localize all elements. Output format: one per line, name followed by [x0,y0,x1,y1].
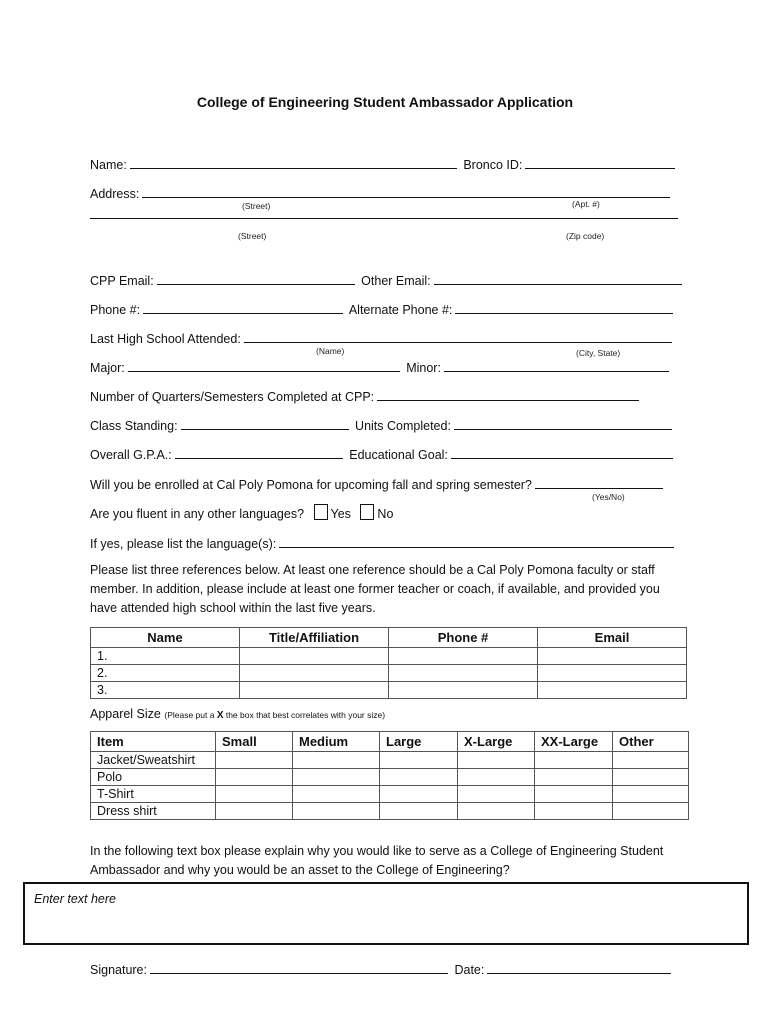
apparel-item: Jacket/Sweatshirt [91,752,216,769]
apparel-item: T-Shirt [91,786,216,803]
ref-header-name: Name [91,628,240,648]
phone-label: Phone #: [90,303,141,317]
ref-cell[interactable] [240,648,389,665]
table-row [91,803,689,820]
apparel-note-prefix: (Please put a [164,710,217,720]
table-row [91,665,687,682]
major-label: Major: [90,361,125,375]
size-cell[interactable] [380,786,458,803]
size-cell[interactable] [535,803,613,820]
ref-cell[interactable] [240,682,389,699]
bronco-id-label: Bronco ID: [463,158,523,172]
languages-row [90,534,677,551]
gpa-label: Overall G.P.A.: [90,448,172,462]
ref-cell[interactable] [389,682,538,699]
apparel-header-xlarge: X-Large [458,732,535,752]
apparel-label: Apparel Size [90,707,161,721]
major-row [90,358,672,375]
table-row [91,682,687,699]
size-cell[interactable] [380,803,458,820]
fluent-row [90,504,393,521]
name-label: Name: [90,158,127,172]
size-cell[interactable] [216,752,293,769]
units-label: Units Completed: [355,419,451,433]
ref-cell[interactable] [538,682,687,699]
class-standing-field[interactable] [181,416,349,430]
address-label: Address: [90,187,140,201]
size-cell[interactable] [613,769,689,786]
apparel-header-xxlarge: XX-Large [535,732,613,752]
size-cell[interactable] [458,752,535,769]
address-field-1[interactable] [142,184,670,198]
apparel-note [164,710,385,720]
size-cell[interactable] [613,752,689,769]
class-standing-label: Class Standing: [90,419,178,433]
enrolled-field[interactable] [535,475,663,489]
signature-label: Signature: [90,963,147,977]
apt-hint: (Apt. #) [572,199,600,209]
size-cell[interactable] [458,769,535,786]
languages-label: If yes, please list the language(s): [90,537,277,551]
apparel-header-small: Small [216,732,293,752]
zip-hint: (Zip code) [566,231,605,241]
apparel-item: Dress shirt [91,803,216,820]
size-cell[interactable] [293,769,380,786]
apparel-header-large: Large [380,732,458,752]
quarters-row [90,387,642,404]
gpa-row [90,445,676,462]
size-cell[interactable] [458,803,535,820]
apparel-header-item: Item [91,732,216,752]
ref-header-phone: Phone # [389,628,538,648]
references-header-row [91,628,687,648]
ref-cell[interactable] [538,648,687,665]
ref-row-number[interactable]: 2. [91,665,240,682]
yes-no-hint: (Yes/No) [592,492,625,502]
bronco-id-field[interactable] [525,155,675,169]
size-cell[interactable] [613,803,689,820]
size-cell[interactable] [216,786,293,803]
yes-label: Yes [330,507,351,521]
signature-row [90,960,674,977]
table-row [91,786,689,803]
standing-row [90,416,675,433]
ref-header-email: Email [538,628,687,648]
phone-row [90,300,676,317]
minor-field[interactable] [444,358,669,372]
no-label: No [377,507,394,521]
size-cell[interactable] [216,803,293,820]
goal-label: Educational Goal: [349,448,448,462]
ref-cell[interactable] [240,665,389,682]
size-cell[interactable] [216,769,293,786]
hs-city-hint: (City, State) [576,348,621,358]
size-cell[interactable] [535,769,613,786]
email-row [90,271,685,288]
apparel-table [90,731,689,820]
form-title: College of Engineering Student Ambassador Application [196,94,574,110]
high-school-label: Last High School Attended: [90,332,241,346]
ref-cell[interactable] [389,648,538,665]
size-cell[interactable] [613,786,689,803]
yes-checkbox[interactable] [314,504,328,520]
size-cell[interactable] [293,803,380,820]
apparel-header-other: Other [613,732,689,752]
size-cell[interactable] [380,769,458,786]
units-field[interactable] [454,416,672,430]
essay-placeholder: Enter text here [34,892,116,906]
date-field[interactable] [487,960,671,974]
ref-cell[interactable] [389,665,538,682]
street-hint-2: (Street) [238,231,267,241]
size-cell[interactable] [535,786,613,803]
apparel-header-medium: Medium [293,732,380,752]
major-field[interactable] [128,358,400,372]
signature-field[interactable] [150,960,448,974]
phone-field[interactable] [143,300,343,314]
quarters-label: Number of Quarters/Semesters Completed at CPP: [90,390,375,404]
high-school-field[interactable] [244,329,672,343]
size-cell[interactable] [380,752,458,769]
minor-label: Minor: [406,361,441,375]
address-field-2[interactable] [90,217,678,219]
references-instructions: Please list three references below. At least one reference should be a Cal Poly Pomona faculty or staff member. In addition, please include at least one former teacher or coach, if available, and provided you have attended high school within the last five years. [90,563,660,615]
cpp-email-label: CPP Email: [90,274,154,288]
fluent-label: Are you fluent in any other languages? [90,507,305,521]
quarters-field[interactable] [377,387,639,401]
name-field[interactable] [130,155,457,169]
other-email-field[interactable] [434,271,682,285]
alt-phone-label: Alternate Phone #: [348,303,453,317]
ref-row-number[interactable]: 1. [91,648,240,665]
size-cell[interactable] [293,752,380,769]
table-row [91,769,689,786]
size-cell[interactable] [535,752,613,769]
size-cell[interactable] [458,786,535,803]
references-table [90,627,687,699]
enrolled-label: Will you be enrolled at Cal Poly Pomona for upcoming fall and spring semester? [90,478,532,492]
street-hint-1: (Street) [242,201,271,211]
alt-phone-field[interactable] [455,300,673,314]
name-row [90,155,678,172]
apparel-header-row [91,732,689,752]
apparel-note-suffix: the box that best correlates with your size) [223,710,386,720]
other-email-label: Other Email: [361,274,431,288]
apparel-item: Polo [91,769,216,786]
date-label: Date: [454,963,485,977]
size-cell[interactable] [293,786,380,803]
ref-cell[interactable] [538,665,687,682]
hs-name-hint: (Name) [316,346,345,356]
high-school-row [90,329,675,346]
apparel-label-row [90,707,385,721]
table-row [91,648,687,665]
ref-header-title: Title/Affiliation [240,628,389,648]
ref-row-number[interactable]: 3. [91,682,240,699]
goal-field[interactable] [451,445,673,459]
gpa-field[interactable] [175,445,343,459]
table-row [91,752,689,769]
essay-prompt: In the following text box please explain why you would like to serve as a College of Engineering Student Ambassador and why you would be an asset to the College of Engineering? [90,844,664,877]
enrolled-row [90,475,666,492]
languages-field[interactable] [279,534,674,548]
cpp-email-field[interactable] [157,271,355,285]
apparel-note-x: X [216,710,224,721]
essay-textbox[interactable] [23,882,749,945]
no-checkbox[interactable] [360,504,374,520]
